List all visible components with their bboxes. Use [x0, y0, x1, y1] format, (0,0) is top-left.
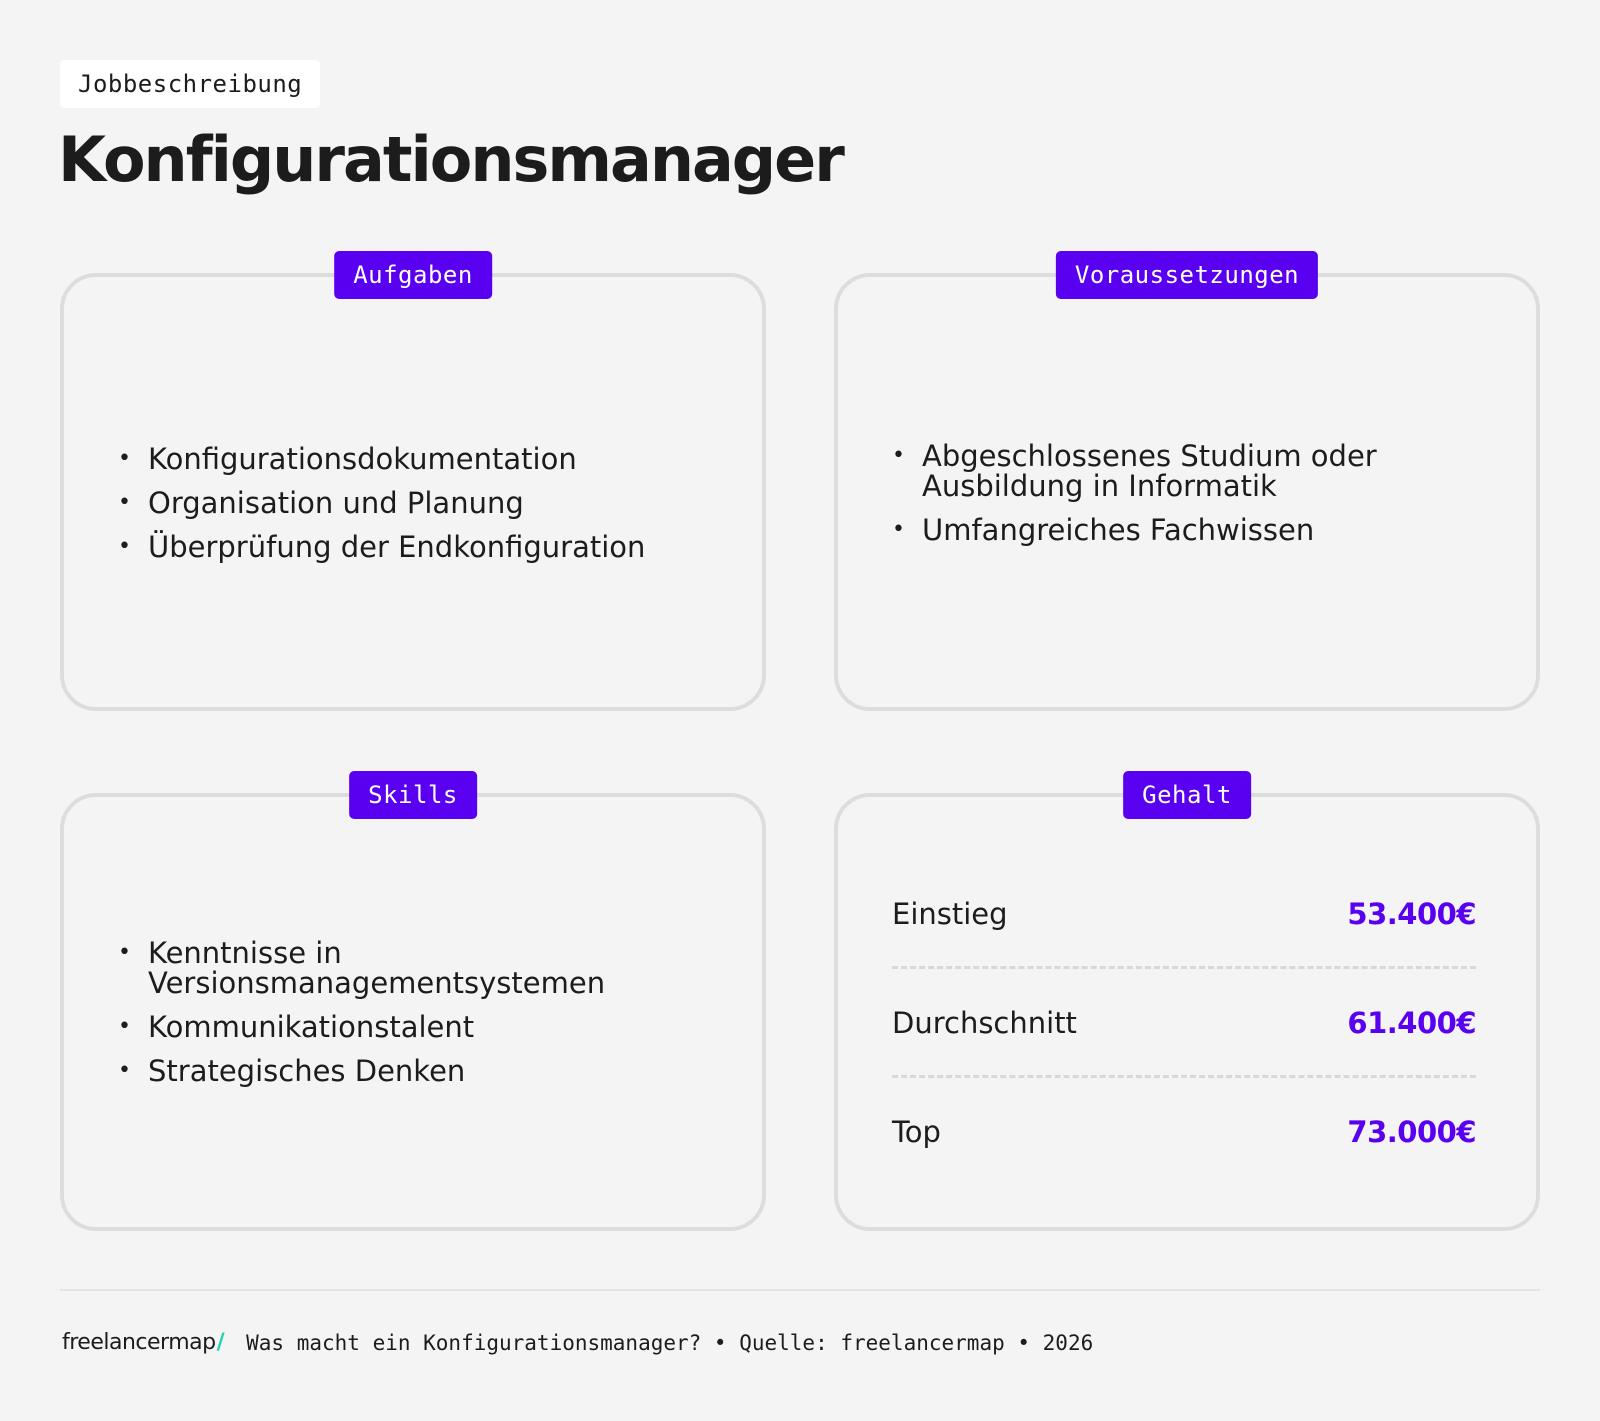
list-item: • Umfangreiches Fachwissen	[892, 515, 1406, 545]
salary-divider	[892, 1075, 1476, 1078]
brand-logo	[62, 1330, 224, 1355]
list-item: • Strategisches Denken	[118, 1056, 682, 1086]
aufgaben-list	[118, 444, 722, 562]
skills-list	[118, 938, 682, 1086]
footer-source-text: Was macht ein Konfigurationsmanager? • Quelle: freelancermap • 2026	[246, 1330, 1094, 1355]
list-item: • Abgeschlossenes Studium oder Ausbildung in Informatik	[892, 441, 1406, 501]
list-item: • Organisation und Planung	[118, 488, 722, 518]
card-gehalt-badge: Gehalt	[1123, 771, 1251, 819]
footer	[62, 1330, 1093, 1355]
list-item: • Konfigurationsdokumentation	[118, 444, 722, 474]
card-gehalt	[834, 781, 1540, 1231]
card-aufgaben-badge: Aufgaben	[334, 251, 492, 299]
salary-row-top	[892, 1105, 1476, 1159]
voraussetzungen-list	[892, 441, 1406, 545]
card-voraussetzungen	[834, 261, 1540, 711]
list-item: • Kommunikationstalent	[118, 1012, 682, 1042]
footer-divider	[60, 1289, 1540, 1291]
card-aufgaben	[60, 261, 766, 711]
salary-value: 53.400€	[1347, 897, 1476, 931]
salary-divider	[892, 966, 1476, 969]
card-skills-badge: Skills	[349, 771, 477, 819]
list-item: • Überprüfung der Endkonfiguration	[118, 532, 722, 562]
salary-row-durchschnitt	[892, 996, 1476, 1050]
eyebrow-tag: Jobbeschreibung	[60, 60, 320, 108]
card-voraussetzungen-badge: Voraussetzungen	[1056, 251, 1318, 299]
salary-table	[892, 887, 1476, 1159]
card-skills	[60, 781, 766, 1231]
salary-label: Durchschnitt	[892, 1006, 1077, 1040]
brand-name: freelancermap	[62, 1330, 216, 1355]
salary-label: Top	[892, 1115, 941, 1149]
salary-row-einstieg	[892, 887, 1476, 941]
salary-value: 73.000€	[1347, 1115, 1476, 1149]
salary-value: 61.400€	[1347, 1006, 1476, 1040]
salary-label: Einstieg	[892, 897, 1008, 931]
list-item: • Kenntnisse in Versionsmanagementsystemen	[118, 938, 682, 998]
brand-slash-icon: /	[216, 1330, 225, 1355]
page-title: Konfigurationsmanager	[58, 123, 843, 196]
